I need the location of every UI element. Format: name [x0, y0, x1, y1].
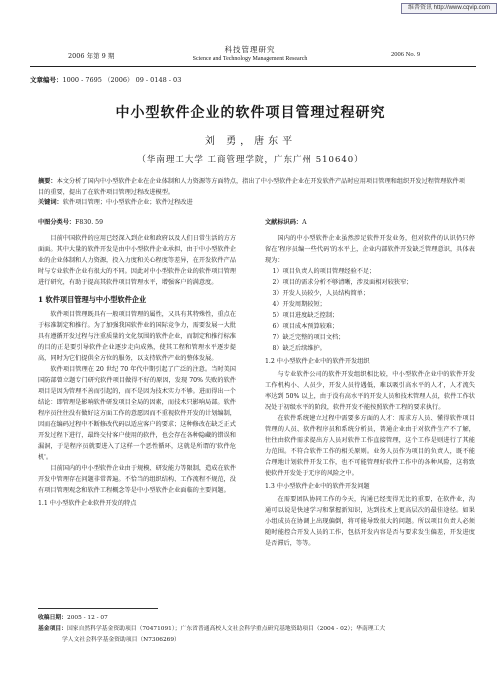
document-code-value: A [302, 219, 307, 226]
document-code [265, 217, 307, 226]
paper-title: 中小型软件企业的软件项目管理过程研究 [115, 105, 386, 121]
header-journal-zh: 科技管理研究 [224, 45, 276, 54]
list-item: 4）开发周期较短； [272, 301, 326, 308]
received-label: 收稿日期： [38, 615, 67, 621]
right-column [265, 233, 475, 549]
received-date: 2005 - 12 - 07 [67, 615, 108, 621]
footnote [38, 613, 478, 646]
subsection-heading-1-1: 1.1 中小型软件企业软件开发的特点 [38, 500, 137, 507]
body-paragraph: 软件项目管理在 20 世纪 70 年代中期引起了广泛的注意。当时美国国防部曾立题专门研究软件项目做得不好的原因，发现 70% 失败的软件项目是因为管理不善而引起的，而不是因为技术实力不够。进而得出一个结论：即管理是影响软件研发项目全局的因素，而技术只影响局部。软件程序员往往没有做好这方面工作的意愿因而不重视软件开发的计划编制，因而在编码过程中不断修改代码以适应客户的要求；这种修改在缺乏正式开发过程下进行，最终交付客户使用的软件，也会存在各种隐藏的错误和漏洞，于是程序员就要进入了这样一个恶性循环，这就是所谓的'软件危机'。 [38, 366, 236, 461]
body-paragraph: 软件项目管理既具有一般项目管理的属性，又具有其特殊性，重点在于标准制定和推行。为了加强我国软件业的国际竞争力，需要发展一大批具有遵循开发过程与注重质量的文化氛围的软件企业，而制定和推行标准的目的正是要引导软件企业逐步走向成熟，使其工程和管理水平逐步提高，同时为它们提供全方位的服务，以支持软件产业的整体发展。 [38, 311, 237, 362]
list-item: 3）开发人员较少，人员结构简单； [272, 290, 370, 297]
fund-text: 国家自然科学基金资助项目（70471091）；广东省普通高校人文社会科学重点研究基地资助项目（2004 - 02）；华南理工大 [67, 626, 386, 632]
list-item: 5）项目进度缺乏控制； [272, 312, 339, 319]
abstract [38, 177, 468, 209]
section-heading-1: 1 软件项目管理与中小型软件企业 [38, 295, 147, 304]
body-paragraph: 在需要团队协同工作的今天，沟通已经变得无比的重要，在软件业，沟通可以说是快速学习和掌握新知识，达到技术上更高层次的最佳途径。如果小组成员在协调上出现偏倒，将可能导致很大的问题。所以项目负责人必须随时能控合开发人员的工作，包括开发内容是否与要求发生偏差，开发进度是否滞后，等等。 [265, 496, 475, 547]
clc-value: F830. 59 [75, 219, 104, 226]
header-journal [150, 44, 350, 62]
clc-label: 中图分类号： [38, 219, 76, 226]
left-column [38, 233, 236, 511]
header-journal-en: Science and Technology Management Research [192, 56, 308, 62]
footnote-divider [38, 608, 158, 609]
header-issue: 2006 年第 9 期 [68, 52, 115, 60]
header-issue-en: 2006 No. 9 [391, 51, 421, 58]
keywords: 软件项目管理；中小型软件企业；软件过程改进 [62, 199, 193, 206]
list-item: 1）项目负责人的项目管理经验不足； [272, 268, 376, 275]
body-paragraph: 国内的中小型软件企业虽然涉足软件开发业务，但对软件的认识仍只停留在'程序员编一些代码'的水平上，企业内部软件开发缺乏管理意识，具体表现为： [265, 235, 475, 264]
watermark: 维普资讯 http://www.cqvip.com [401, 3, 497, 14]
body-paragraph: 与专业软件公司的软件开发组织相比较，中小型软件企业中的软件开发工作机构小、人员少，开发人员待遇低，难以吸引高水平的人才，人才流失率达到 50% 以上，由于没有高水平的开发人员和技术管理人员，软件工作状况处于初级水平的阶段，软件开发不能按照软件工程的要求执行。 [265, 371, 475, 411]
affiliation: （华南理工大学 工商管理学院，广东广州 510640） [137, 155, 364, 165]
document-code-label: 文献标识码： [265, 219, 303, 226]
abstract-text: 本文分析了国内中小型软件企业在企业体制和人力资源等方面特点，指出了中小型软件企业在开发软件产品时应用项目管理和组织开发过程管理软件项目的重要，提出了在软件项目管理过程改进模型。 [38, 178, 465, 196]
authors: 刘 勇，唐东平 [204, 136, 297, 147]
subsection-heading-1-2: 1.2 中小型软件企业中的软件开发组织 [265, 358, 370, 365]
list-item: 7）缺乏完整的项目文档； [272, 334, 345, 341]
list-item: 2）项目的需求分析不够清晰，涉及面相对较狭窄； [272, 279, 413, 286]
abstract-label: 摘要： [38, 178, 57, 185]
article-number [30, 75, 181, 84]
fund-label: 基金项目： [38, 626, 67, 632]
header-divider [30, 66, 476, 67]
keywords-label: 关键词： [38, 199, 63, 206]
list-item: 6）项目成本预算较难； [272, 323, 339, 330]
body-paragraph: 在软件系统建立过程中需要多方面的人才：需求方人员、懂得软件项目管理的人员、软件程序员和系统分析员，普通企业由于对软件生产不了解，往往由软件需求提出方人员对软件工作直接管理，这个工作是则进行了其能力范围。不符合软件工作的相关原则。业务人员作为项目的负责人，既不能合理地计划软件开发工作，也不可能管理好软件工作中的各种风险，这将致使软件开发处于无序的风险之中。 [265, 415, 475, 477]
clc-number [38, 217, 103, 226]
list-item: 8）缺乏后续维护。 [272, 345, 326, 352]
intro-paragraph: 目前中国软件的应用已经深入到企业和政府以及人们日常生活的方方面面。其中大量的软件开发是由中小型软件企业承担，由于中小型软件企业的企业体制和人力资源，投入力度和关心程度等差异，在开发软件产品时与专业软件企业有很大的不同。因此对中小型软件企业的软件项目管理进行研究，有助于提高其软件项目管理水平，增强客户的满意度。 [38, 235, 237, 286]
subsection-heading-1-3: 1.3 中小型软件企业中的软件开发问题 [265, 483, 370, 490]
article-number-label: 文章编号： [30, 76, 63, 84]
article-number-value: 1000 - 7695 （2006） 09 - 0148 - 03 [62, 76, 182, 84]
body-paragraph: 目前国内的中小型软件企业由于规模、研发能力等限制，造成在软件开发中管理存在问题非常普遍。不恰当的组织结构、工作流程不规范，没有项目管理观念和软件工程概念等是中小型软件企业面临的主要问题。 [38, 465, 237, 494]
fund-text-continued: 学人文社会科学基金资助项目（N7306269） [62, 637, 180, 643]
